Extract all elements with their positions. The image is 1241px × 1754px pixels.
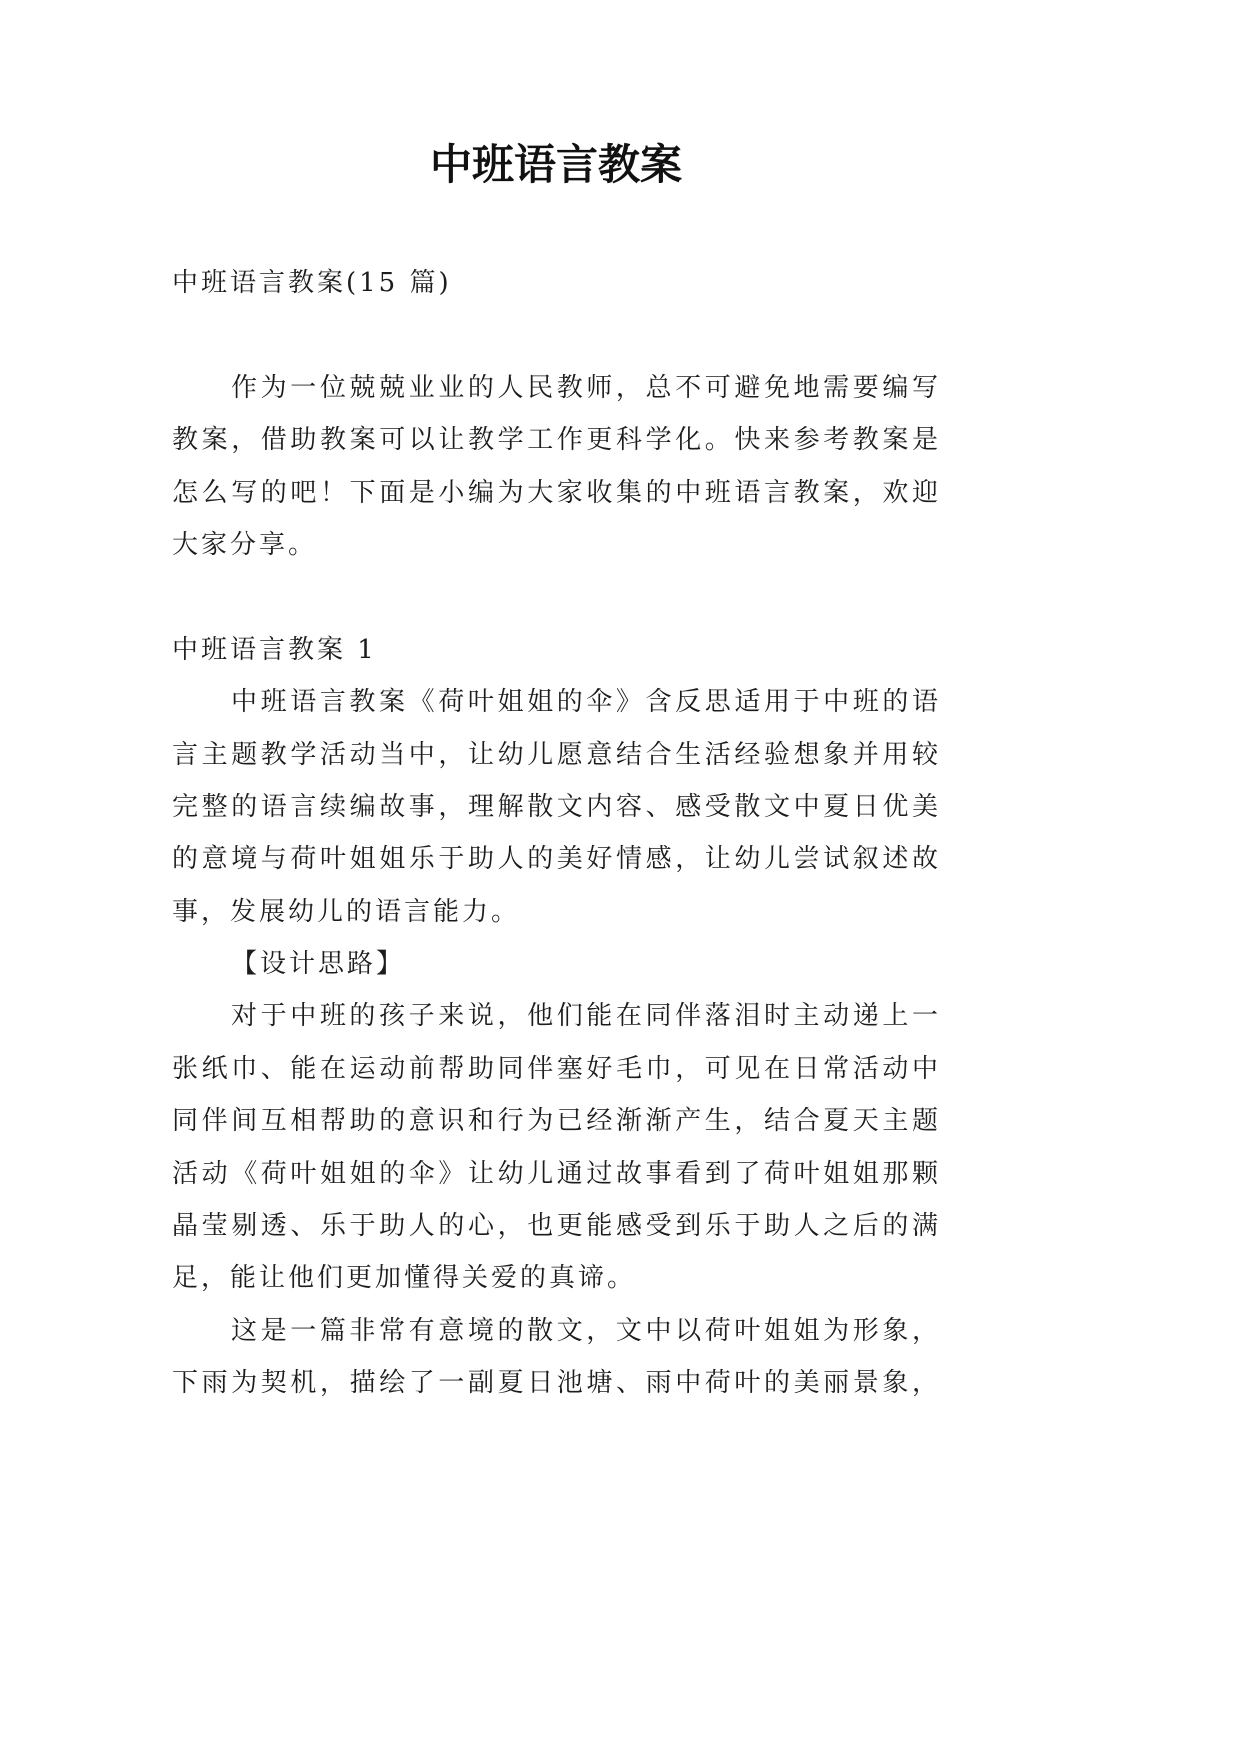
design-heading: 【设计思路】 — [231, 949, 406, 980]
paragraph-line: 对于中班的孩子来说，他们能在同伴落泪时主动递上一 — [231, 1001, 940, 1032]
paragraph-line: 事，发展幼儿的语言能力。 — [172, 896, 521, 927]
paragraph-line: 活动《荷叶姐姐的伞》让幼儿通过故事看到了荷叶姐姐那颗 — [172, 1158, 940, 1189]
document-subtitle: 中班语言教案(15 篇) — [172, 268, 452, 298]
paragraph-line: 言主题教学活动当中，让幼儿愿意结合生活经验想象并用较 — [172, 739, 940, 770]
spacer — [172, 309, 940, 361]
paragraph-line: 的意境与荷叶姐姐乐于助人的美好情感，让幼儿尝试叙述故 — [172, 844, 940, 875]
paragraph-line: 这是一篇非常有意境的散文，文中以荷叶姐姐为形象， — [231, 1315, 940, 1346]
paragraph-line: 完整的语言续编故事，理解散文内容、感受散文中夏日优美 — [172, 791, 940, 822]
paragraph-line: 张纸巾、能在运动前帮助同伴塞好毛巾，可见在日常活动中 — [172, 1053, 940, 1084]
intro-line: 怎么写的吧！下面是小编为大家收集的中班语言教案，欢迎 — [172, 477, 940, 508]
paragraph-line: 同伴间互相帮助的意识和行为已经渐渐产生，结合夏天主题 — [172, 1106, 940, 1137]
section-heading: 中班语言教案 1 — [172, 634, 377, 665]
spacer — [172, 571, 940, 623]
intro-line: 教案，借助教案可以让教学工作更科学化。快来参考教案是 — [172, 425, 940, 456]
intro-line: 作为一位兢兢业业的人民教师，总不可避免地需要编写 — [231, 372, 940, 403]
document-title: 中班语言教案 — [429, 140, 682, 189]
intro-line: 大家分享。 — [172, 529, 318, 560]
document-body — [172, 257, 940, 1410]
paragraph-line: 中班语言教案《荷叶姐姐的伞》含反思适用于中班的语 — [231, 687, 940, 718]
paragraph-line: 晶莹剔透、乐于助人的心，也更能感受到乐于助人之后的满 — [172, 1211, 940, 1242]
paragraph-line: 足，能让他们更加懂得关爱的真谛。 — [172, 1263, 637, 1294]
paragraph-line: 下雨为契机，描绘了一副夏日池塘、雨中荷叶的美丽景象， — [172, 1368, 940, 1399]
